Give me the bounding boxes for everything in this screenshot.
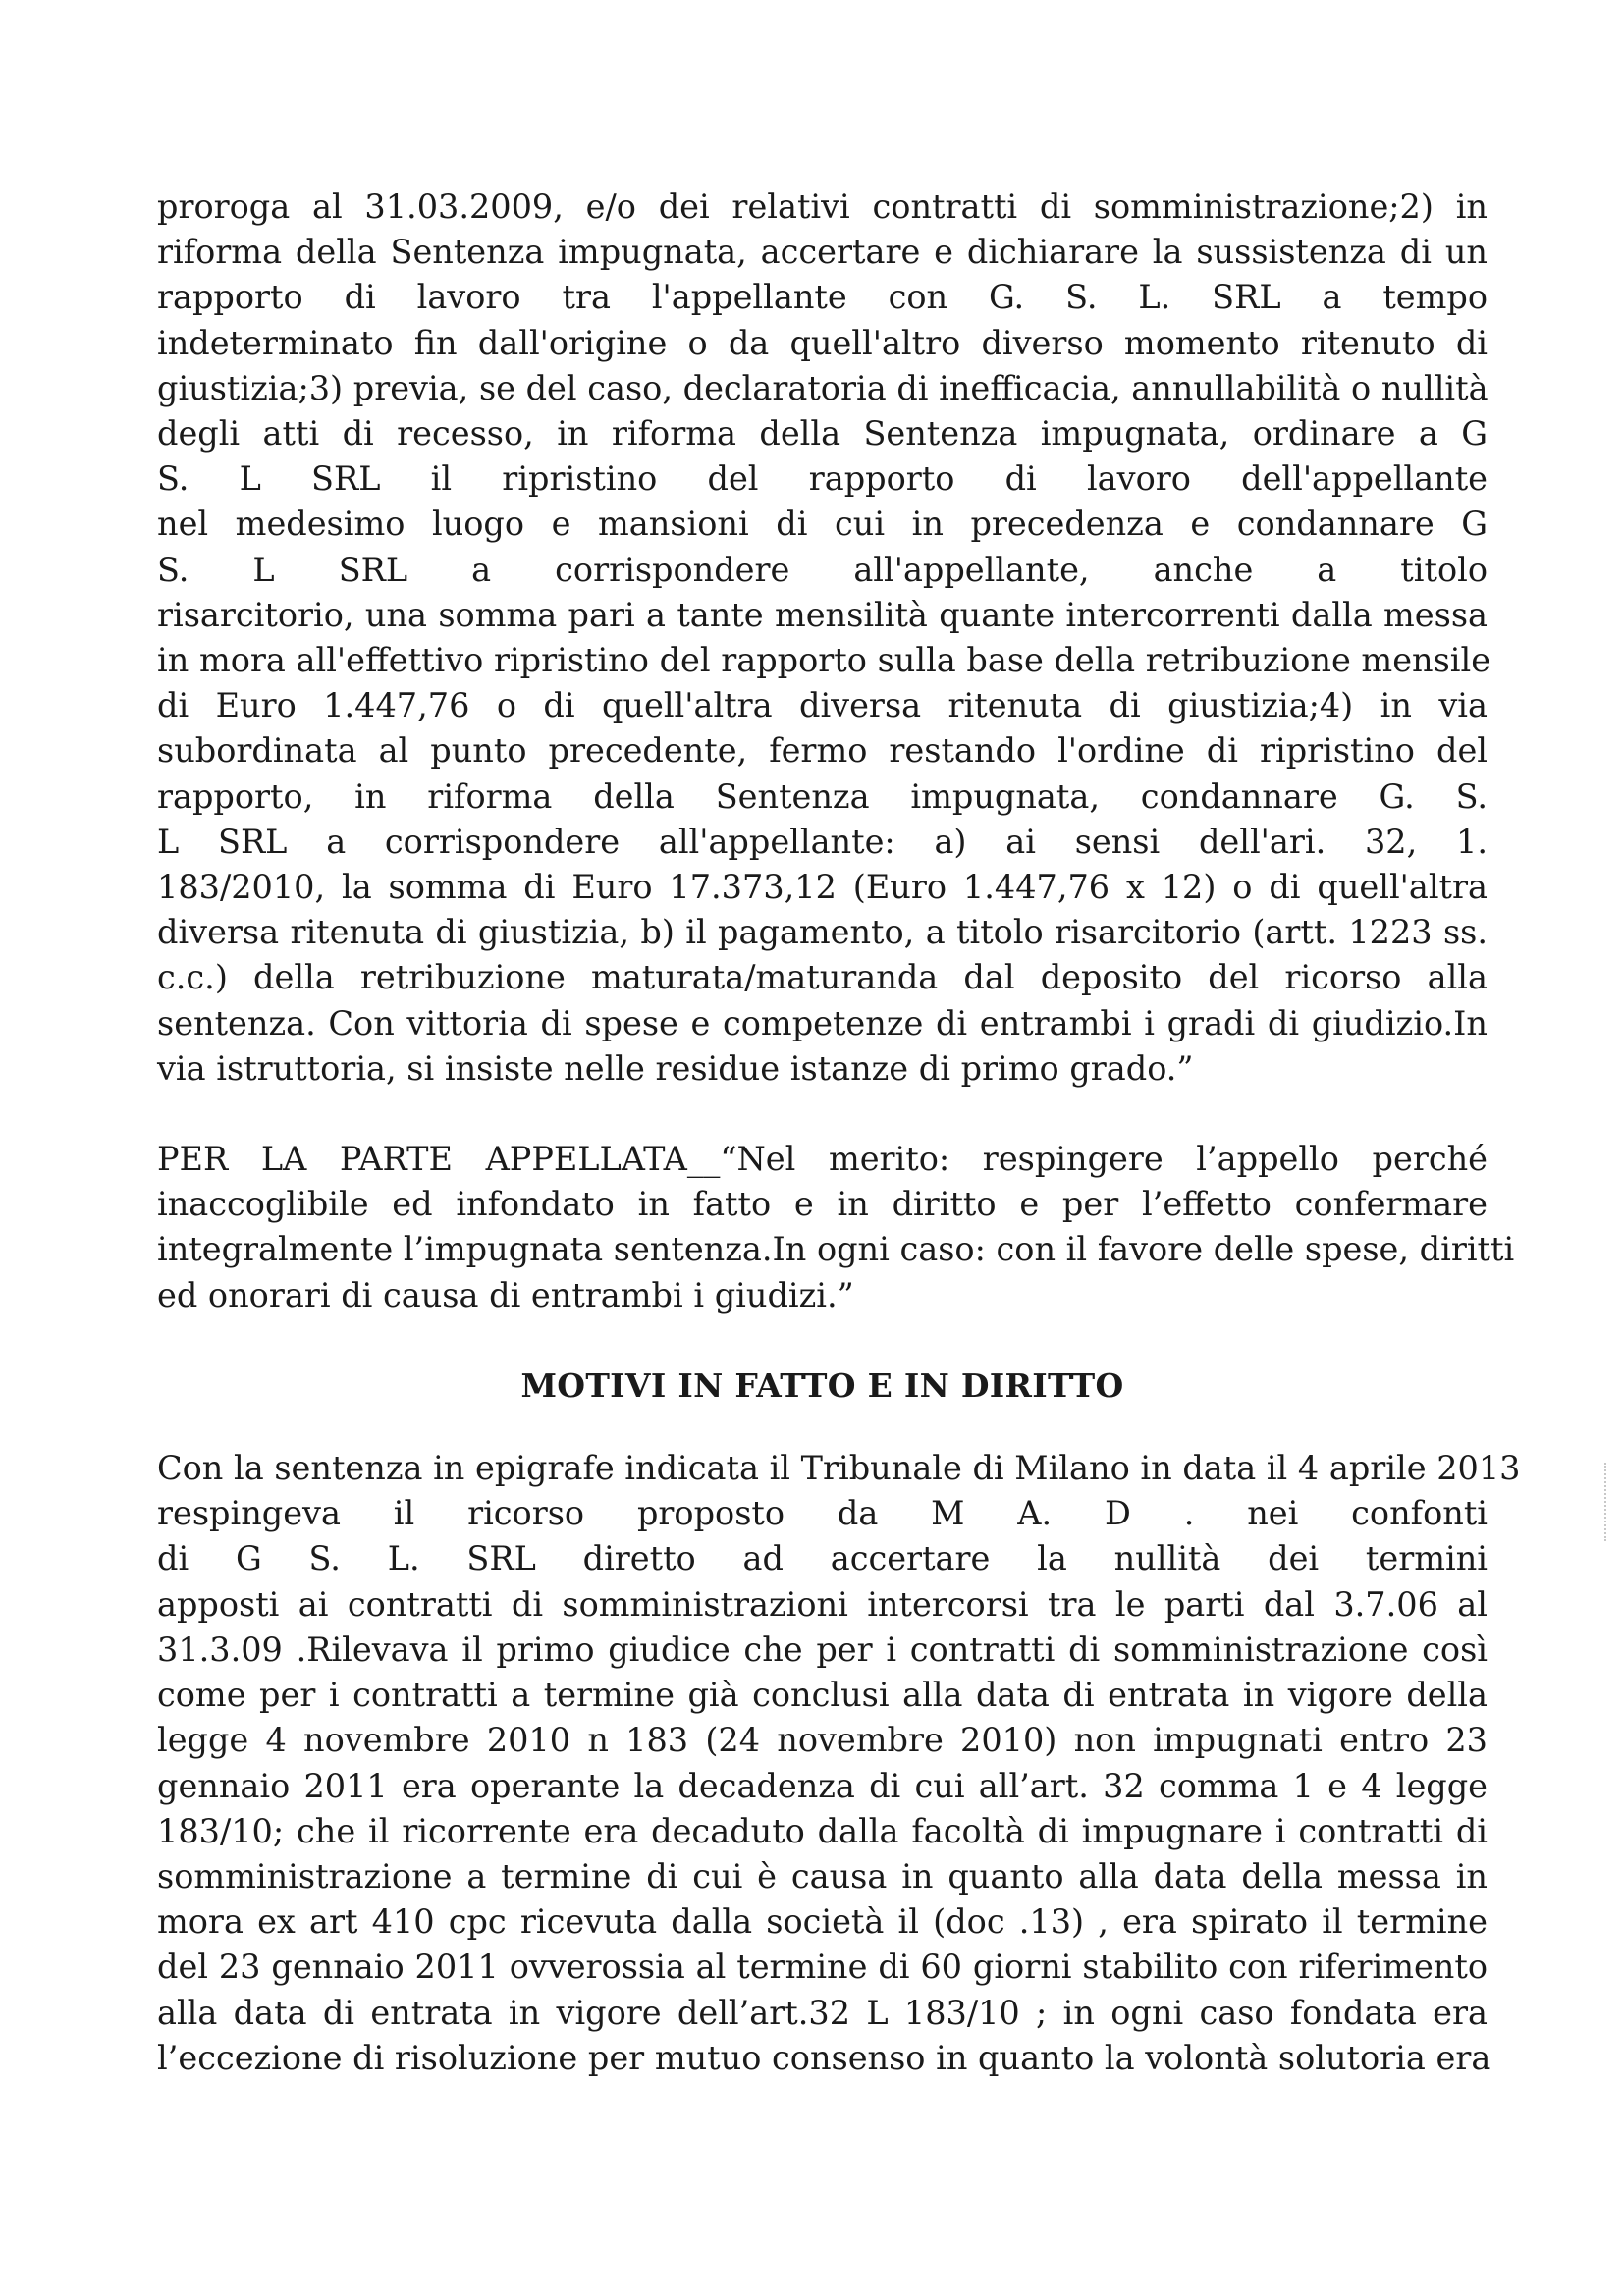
section-heading: MOTIVI IN FATTO E IN DIRITTO [520,1365,1124,1405]
text-line: S. L SRL a corrispondere all'appellante, anche a titolo [157,550,1488,589]
text-line: 31.3.09 .Rilevava il primo giudice che per i contratti di somministrazione così [157,1629,1488,1669]
text-line: PER LA PARTE APPELLATA__“Nel merito: respingere l’appello perché [157,1140,1488,1179]
text-line: riforma della Sentenza impugnata, accertare e dichiarare la sussistenza di un [157,233,1488,272]
text-line: alla data di entrata in vigore dell’art.32 L 183/10 ; in ogni caso fondata era [157,1993,1488,2032]
text-line: integralmente l’impugnata sentenza.In ogni caso: con il favore delle spese, diritti [157,1230,1515,1269]
text-line: 183/2010, la somma di Euro 17.373,12 (Euro 1.447,76 x 12) o di quell'altra [157,868,1488,907]
text-line: indeterminato fin dall'origine o da quell'altro diverso momento ritenuto di [157,323,1488,362]
text-line: nel medesimo luogo e mansioni di cui in precedenza e condannare G [157,505,1488,544]
text-line: ed onorari di causa di entrambi i giudizi.” [157,1275,854,1314]
text-line: di G S. L. SRL diretto ad accertare la nullità dei termini [157,1539,1488,1578]
text-line: rapporto, in riforma della Sentenza impugnata, condannare G. S. [157,776,1488,816]
text-line: subordinata al punto precedente, fermo restando l'ordine di ripristino del [157,731,1488,771]
text-line: apposti ai contratti di somministrazioni intercorsi tra le parti dal 3.7.06 al [157,1584,1488,1624]
text-line: in mora all'effettivo ripristino del rapporto sulla base della retribuzione mensile [157,641,1491,680]
text-line: L SRL a corrispondere all'appellante: a) ai sensi dell'ari. 32, 1. [157,822,1488,861]
text-line: somministrazione a termine di cui è causa in quanto alla data della messa in [157,1856,1488,1896]
text-line: proroga al 31.03.2009, e/o dei relativi contratti di somministrazione;2) in [157,187,1488,226]
paragraph-spacer [157,1318,1488,1363]
text-line: Con la sentenza in epigrafe indicata il Tribunale di Milano in data il 4 aprile 2013 [157,1449,1521,1488]
text-line: giustizia;3) previa, se del caso, declaratoria di inefficacia, annullabilità o nullità [157,368,1489,407]
text-line: legge 4 novembre 2010 n 183 (24 novembre 2010) non impugnati entro 23 [157,1721,1488,1760]
text-line: respingeva il ricorso proposto da M A. D . nei confonti [157,1494,1488,1533]
text-line: diversa ritenuta di giustizia, b) il pagamento, a titolo risarcitorio (artt. 1223 ss. [157,913,1488,952]
text-line: via istruttoria, si insiste nelle residue istanze di primo grado.” [157,1048,1194,1088]
text-line: rapporto di lavoro tra l'appellante con G. S. L. SRL a tempo [157,278,1488,317]
text-line: mora ex art 410 cpc ricevuta dalla società il (doc .13) , era spirato il termine [157,1902,1488,1942]
text-line: l’eccezione di risoluzione per mutuo consenso in quanto la volontà solutoria era [157,2038,1491,2077]
text-line: 183/10; che il ricorrente era decaduto dalla facoltà di impugnare i contratti di [157,1811,1488,1850]
text-line: del 23 gennaio 2011 ovverossia al termine di 60 giorni stabilito con riferimento [157,1948,1488,1987]
text-line: gennaio 2011 era operante la decadenza di cui all’art. 32 comma 1 e 4 legge [157,1766,1488,1805]
text-line: S. L SRL il ripristino del rapporto di lavoro dell'appellante [157,459,1488,499]
text-line: c.c.) della retribuzione maturata/maturanda dal deposito del ricorso alla [157,958,1488,997]
text-line: come per i contratti a termine già conclusi alla data di entrata in vigore della [157,1676,1488,1715]
text-line: di Euro 1.447,76 o di quell'altra diversa ritenuta di giustizia;4) in via [157,686,1488,725]
paragraph-motivi [157,1446,1521,2081]
page-body [157,185,1521,2081]
text-line: sentenza. Con vittoria di spese e competenze di entrambi i gradi di giudizio.In [157,1003,1488,1042]
paragraph-conclusioni-appellante [157,185,1491,1092]
paragraph-conclusioni-appellata [157,1137,1515,1318]
paragraph-spacer [157,1092,1488,1137]
text-line: inaccoglibile ed infondato in fatto e in diritto e per l’effetto confermare [157,1185,1488,1224]
paragraph-spacer [157,1409,1488,1446]
text-line: degli atti di recesso, in riforma della Sentenza impugnata, ordinare a G [157,414,1488,454]
scan-edge-mark [1604,1463,1609,1541]
text-line: risarcitorio, una somma pari a tante mensilità quante intercorrenti dalla messa [157,595,1488,634]
